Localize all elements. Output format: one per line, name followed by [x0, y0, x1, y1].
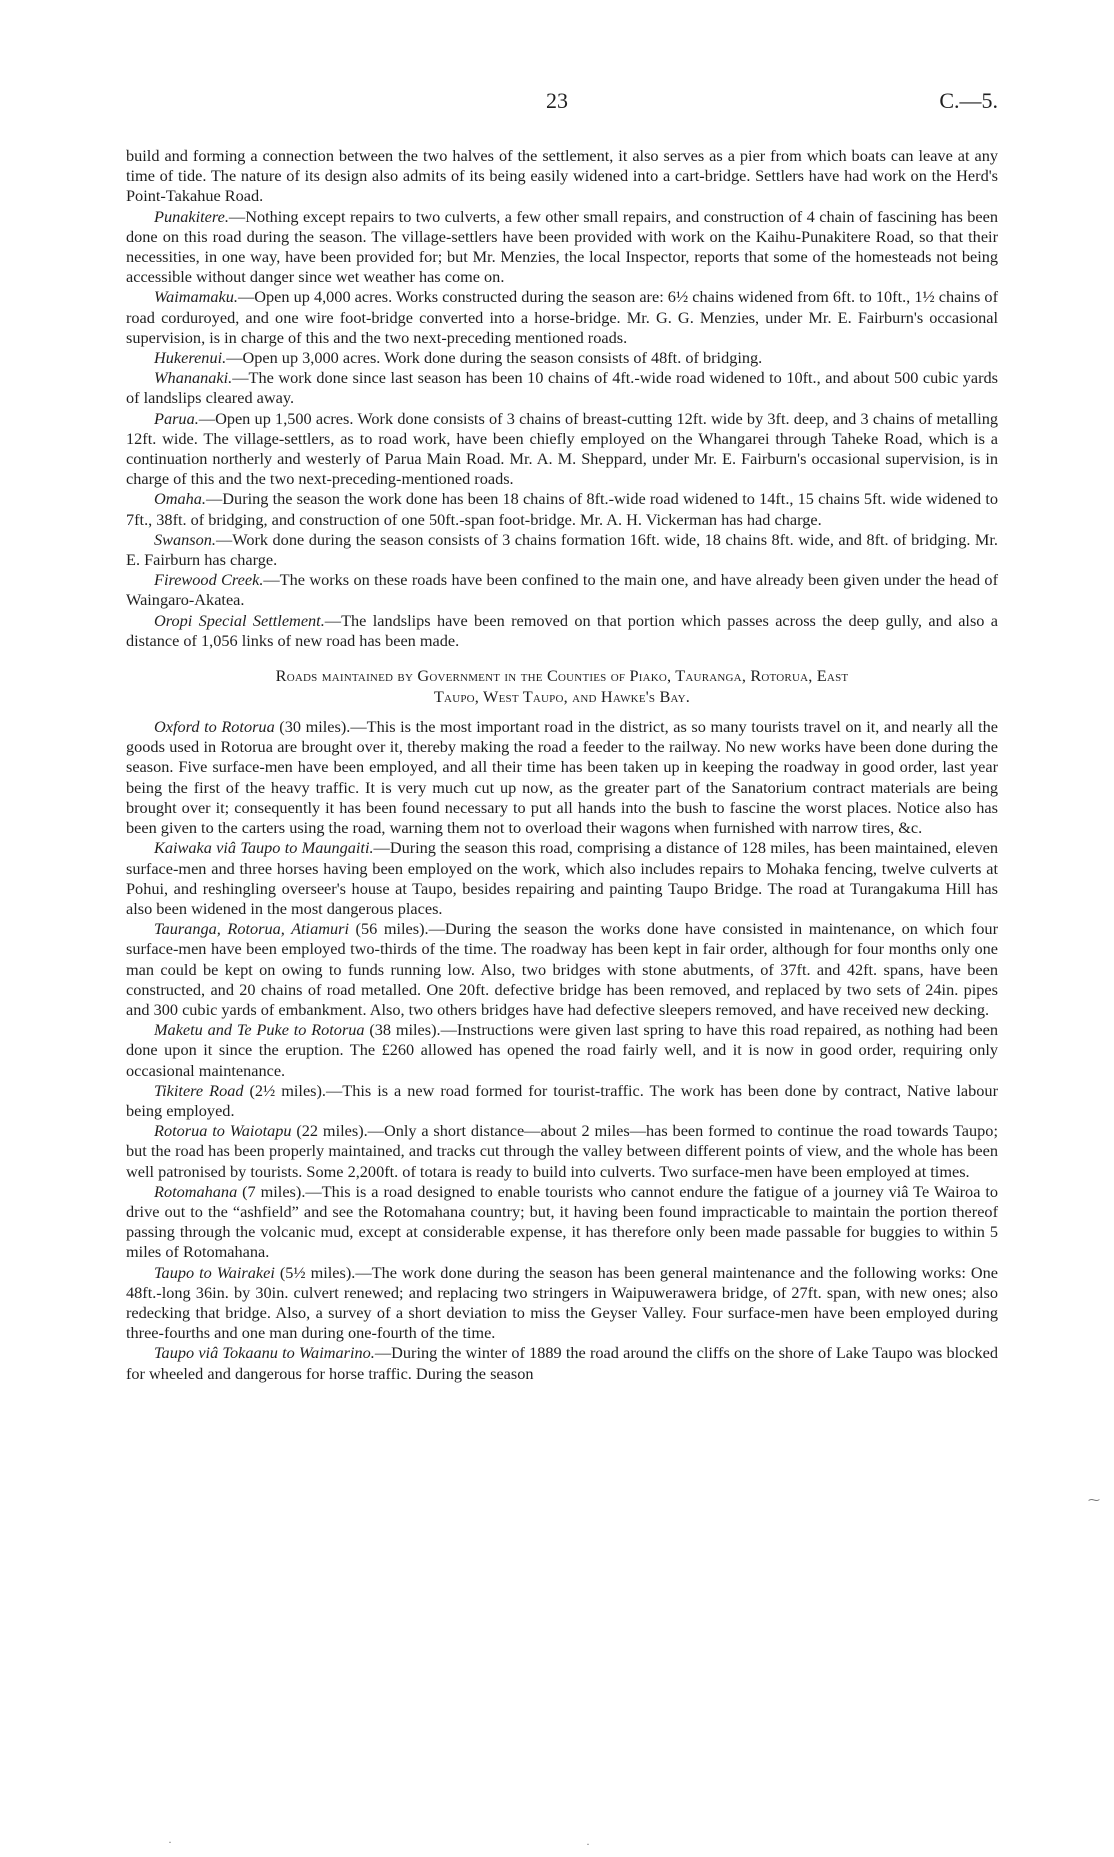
- paragraph-lead: Kaiwaka viâ Taupo to Maungaiti.: [154, 838, 374, 858]
- paragraph-text: (22 miles).—Only a short distance—about 2 miles—has been formed to continue the road towards Taupo; but the road has been properly maintained, and tracks cut through the valley between different points of view, and the whole has been well patronised by tourists. Some 2,200ft. of totara is ready to build into culverts. Two surface-men have been employed at times.: [126, 1121, 998, 1181]
- scan-speck: ·: [168, 1835, 172, 1849]
- paragraph-text: (30 miles).—This is the most important road in the district, as so many tourists travel on it, and nearly all the goods used in Rotorua are brought over it, thereby making the road a feeder to the railway. No new works have been done during the season. Five surface-men have been employed, and all their time has been taken up in keeping the roadway in good order, last year being the first of the heavy traffic. It is very much cut up now, as the greater part of the Sanatorium contract materials are being brought over it; consequently it has been found necessary to put all hands into the bush to fascine the worst places. Notice also has been given to the carters using the road, warning them not to overload their wagons when furnished with narrow tires, &c.: [126, 717, 998, 838]
- paragraph-lead: Omaha.: [154, 489, 207, 509]
- paragraph-lead: Oxford to Rotorua: [154, 717, 275, 737]
- paragraph-tauranga-rotorua: [126, 919, 998, 1020]
- paragraph-oxford-rotorua: [126, 717, 998, 838]
- paragraph-lead: Hukerenui.: [154, 348, 227, 368]
- paragraph-text: —Work done during the season consists of 3 chains formation 16ft. wide, 18 chains 8ft. wide, and 8ft. of bridging. Mr. E. Fairburn has charge.: [126, 529, 998, 570]
- paragraph-taupo-tokaanu: [126, 1343, 998, 1383]
- paragraph-taupo-wairakei: [126, 1263, 998, 1344]
- paragraph-lead: Rotomahana: [154, 1181, 238, 1201]
- scan-speck: ·: [586, 1837, 590, 1851]
- paragraph-omaha: [126, 489, 998, 529]
- body-text: [126, 146, 998, 1384]
- paragraph-lead: Taupo viâ Tokaanu to Waimarino.: [154, 1343, 375, 1363]
- paragraph-maketu: [126, 1020, 998, 1081]
- paragraph-text: (2½ miles).—This is a new road formed for tourist-traffic. The work has been done by contract, Native labour being employed.: [126, 1080, 998, 1120]
- paragraph-lead: Tauranga, Rotorua, Atiamuri: [154, 919, 349, 939]
- paragraph-text: (56 miles).—During the season the works done have consisted in maintenance, on which four surface-men have been employed two-thirds of the time. The roadway has been kept in fair order, although for four months only one man could be kept on owing to funds running low. Also, two bridges with stone abutments, of 37ft. and 42ft. spans, have been constructed, and 20 chains of road metalled. One 20ft. defective bridge has been removed, and replaced by two sets of 24in. pipes and 300 cubic yards of embankment. Also, two others bridges have had defective sleepers removed, and have received new decking.: [126, 919, 998, 1019]
- page-number: 23: [546, 88, 568, 113]
- paragraph-hukerenui: [126, 348, 998, 368]
- paragraph-lead: Punakitere.: [154, 206, 229, 226]
- paragraph-lead: Firewood Creek.: [154, 570, 264, 590]
- paragraph-punakitere: [126, 207, 998, 288]
- paragraph-waimamaku: [126, 287, 998, 348]
- paragraph-text: (38 miles).—Instructions were given last spring to have this road repaired, as nothing had been done upon it since the eruption. The £260 allowed has opened the road fairly well, and it is now in good order, requiring only occasional maintenance.: [126, 1020, 998, 1080]
- section-heading-line: Roads maintained by Government in the Counties of Piako, Tauranga, Rotorua, East: [275, 666, 849, 686]
- paragraph-lead: Rotorua to Waiotapu: [154, 1121, 292, 1141]
- paragraph-firewood-creek: [126, 570, 998, 610]
- document-reference: C.—5.: [939, 88, 998, 113]
- paragraph-lead: Parua.: [154, 408, 199, 428]
- paragraph-lead: Whananaki.: [154, 368, 233, 388]
- paragraph-text: —The landslips have been removed on that portion which passes across the deep gully, and also a distance of 1,056 links of new road has been made.: [126, 610, 998, 650]
- paragraph-text: —During the winter of 1889 the road around the cliffs on the shore of Lake Taupo was blocked for wheeled and dangerous for horse traffic. During the season: [126, 1343, 998, 1383]
- page-header: [126, 88, 998, 128]
- paragraph-rotorua-waiotapu: [126, 1121, 998, 1182]
- paragraph-text: (7 miles).—This is a road designed to enable tourists who cannot endure the fatigue of a journey viâ Te Wairoa to drive out to the “ashfield” and see the Rotomahana country; but, it having been found impracticable to maintain the portion thereof passing through the volcanic mud, except at considerable expense, it has therefore only been made passable for buggies to within 5 miles of Rotomahana.: [126, 1181, 998, 1262]
- paragraph-text: —The work done since last season has been 10 chains of 4ft.-wide road widened to 10ft., and about 500 cubic yards of landslips cleared away.: [126, 368, 998, 408]
- paragraph-text: —During the season this road, comprising a distance of 128 miles, has been maintained, eleven surface-men and three horses having been employed on the work, which also includes repairs to Mohaka fencing, twelve culverts at Pohui, and reshingling overseer's house at Taupo, besides repairing and painting Taupo Bridge. The road at Turangakuma Hill has also been widened in the most dangerous places.: [126, 838, 998, 918]
- paragraph-text: —Open up 4,000 acres. Works constructed during the season are: 6½ chains widened from 6ft. to 10ft., 1½ chains of road corduroyed, and one wire foot-bridge converted into a horse-bridge. Mr. G. G. Menzies, under Mr. E. Fairburn's occasional supervision, is in charge of this and the two next-preceding mentioned roads.: [126, 287, 998, 347]
- section-heading-line: Taupo, West Taupo, and Hawke's Bay.: [433, 687, 691, 707]
- paragraph-rotomahana: [126, 1182, 998, 1263]
- paragraph-lead: Swanson.: [154, 529, 216, 549]
- section-heading: [126, 665, 998, 707]
- paragraph-text: —Open up 1,500 acres. Work done consists of 3 chains of breast-cutting 12ft. wide by 3ft. deep, and 3 chains of metalling 12ft. wide. The village-settlers, as to road work, have been chiefly employed on the Whangarei through Taheke Road, which is a continuation northerly and westerly of Parua Main Road. Mr. A. M. Sheppard, under Mr. E. Fairburn's occasional supervision, is in charge of this and the two next-preceding-mentioned roads.: [126, 408, 998, 489]
- paragraph-lead: Oropi Special Settlement.: [154, 610, 325, 630]
- opening-paragraph: build and forming a connection between the two halves of the settlement, it also serves as a pier from which boats can leave at any time of tide. The nature of its design also admits of its being easily widened into a cart-bridge. Settlers have had work on the Herd's Point-Takahue Road.: [126, 146, 998, 206]
- paragraph-swanson: [126, 530, 998, 570]
- paragraph-text: —Nothing except repairs to two culverts, a few other small repairs, and construction of 4 chain of fascining has been done on this road during the season. The village-settlers have been provided with work on the Kaihu-Punakitere Road, so that their necessities, in one way, have been provided for; but Mr. Menzies, the local Inspector, reports that some of the homesteads not being accessible without danger since wet weather has come on.: [126, 206, 998, 287]
- paragraph-oropi: [126, 611, 998, 651]
- paragraph-parua: [126, 409, 998, 490]
- paragraph-kaiwaka-taupo: [126, 838, 998, 919]
- paragraph-text: —The works on these roads have been confined to the main one, and have already been given under the head of Waingaro-Akatea.: [126, 570, 998, 610]
- paragraph-whananaki: [126, 368, 998, 408]
- paragraph-text: (5½ miles).—The work done during the season has been general maintenance and the following works: One 48ft.-long 36in. by 30in. culvert renewed; and replacing two stringers in Waipuwerawera bridge, of 27ft. span, with new ones; also redecking that bridge. Also, a survey of a short deviation to miss the Geyser Valley. Four surface-men have been employed during three-fourths and one man during one-fourth of the time.: [126, 1262, 998, 1343]
- scan-speck: ⁓: [1088, 1493, 1100, 1507]
- paragraph-lead: Tikitere Road: [154, 1080, 244, 1100]
- paragraph-tikitere: [126, 1081, 998, 1121]
- paragraph-text: —Open up 3,000 acres. Work done during the season consists of 48ft. of bridging.: [226, 348, 763, 368]
- paragraph-lead: Waimamaku.: [154, 287, 238, 307]
- paragraph-text: —During the season the work done has been 18 chains of 8ft.-wide road widened to 14ft., 15 chains 5ft. wide widened to 7ft., 38ft. of bridging, and construction of one 50ft.-span foot-bridge. Mr. A. H. Vickerman has had charge.: [126, 489, 998, 529]
- paragraph-lead: Taupo to Wairakei: [154, 1262, 275, 1282]
- paragraph-lead: Maketu and Te Puke to Rotorua: [154, 1020, 365, 1040]
